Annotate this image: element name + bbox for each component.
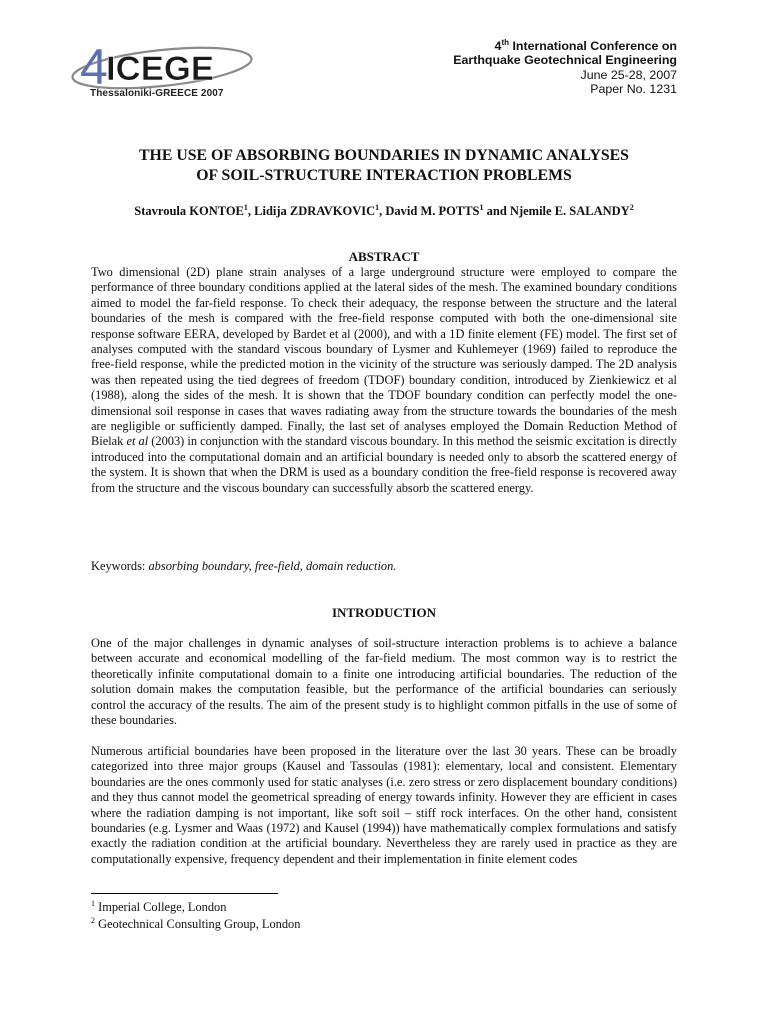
- affiliation-mark: 1: [243, 202, 248, 212]
- logo-city: Thessaloniki-GREECE 2007: [90, 88, 224, 99]
- author-list: Stavroula KONTOE$^1$, Lidija ZDRAVKOVIC$^1$, David M. POTTS$^1$ and Njemile E. SALANDY$^2$: [134, 202, 634, 218]
- logo-number: 4: [80, 39, 108, 94]
- footnote-mark: 2: [91, 915, 95, 925]
- footnote-1: $^1$ Imperial College, London: [91, 898, 227, 914]
- logo-wordmark: ICEGE: [106, 50, 214, 88]
- introduction-paragraph-1: One of the major challenges in dynamic analyses of soil-structure interaction problems is to achieve a balance between accurate and economical modelling of the far-field medium. The most common way is to restrict the theoretically infinite computational domain to a finite one introducing artificial boundaries. The reduction of the solution domain makes the computation feasible, but the performance of the artificial boundaries can seriously control the accuracy of the results. The aim of the present study is to highlight common pitfalls in the use of some of these boundaries.: [91, 636, 677, 728]
- footnote-mark: 1: [91, 898, 95, 908]
- title-line-1: THE USE OF ABSORBING BOUNDARIES IN DYNAMIC ANALYSES: [139, 147, 629, 164]
- introduction-paragraph-2: Numerous artificial boundaries have been proposed in the literature over the last 30 years. These can be broadly categorized into three major groups (Kausel and Tassoulas (1981): elementary, local and consistent. Elementary boundaries are the ones commonly used for static analyses (i.e. zero stress or zero displacement boundary conditions) and they thus cannot model the geometrical spreading of energy towards infinity. However they are efficient in cases where the radiation damping is not important, like soft soil – stiff rock interfaces. On the other hand, consistent boundaries (e.g. Lysmer and Waas (1972) and Kausel (1994)) have mathematically complex formulations and satisfy exactly the radiation condition at the artificial boundary. Nevertheless they are rarely used in practice as they are computationally expensive, frequency dependent and their implementation in finite element codes: [91, 744, 677, 866]
- affiliation-mark: 1: [479, 202, 484, 212]
- conference-info: [453, 39, 677, 97]
- title-line-2: OF SOIL-STRUCTURE INTERACTION PROBLEMS: [196, 167, 572, 184]
- paper-number: Paper No. 1231: [590, 82, 677, 97]
- conference-dates: June 25-28, 2007: [580, 67, 677, 82]
- affiliation-mark: 1: [375, 202, 380, 212]
- abstract-heading: ABSTRACT: [348, 249, 420, 264]
- conference-name: 4th International Conference on: [494, 37, 677, 53]
- affiliation-mark: 2: [629, 202, 634, 212]
- abstract-body: Two dimensional (2D) plane strain analyses of a large underground structure were employed to compare the performance of three boundary conditions applied at the lateral sides of the mesh. The examined boundary conditions aimed to model the far-field response. To check their adequacy, the response between the structure and the lateral boundaries of the mesh is compared with the free-field response computed with both the one-dimensional site response software EERA, developed by Bardet et al (2000), and with a 1D finite element (FE) model. The first set of analyses computed with the standard viscous boundary of Lysmer and Kuhlemeyer (1969) failed to reproduce the free-field response, while the predicted motion in the vicinity of the structure was seriously damped. The 2D analysis was then repeated using the tied degrees of freedom (TDOF) boundary condition, introduced by Zienkiewicz et al (1988), along the sides of the mesh. It is shown that the TDOF boundary condition can perfectly model the one-dimensional soil response in cases that waves radiating away from the structure towards the boundaries of the mesh are negligible or sufficiently damped. Finally, the last set of analyses employed the Domain Reduction Method of Bielak et al (2003) in conjunction with the standard viscous boundary. In this method the seismic excitation is directly introduced into the computational domain and an artificial boundary is needed only to absorb the scattered energy of the system. It is shown that when the DRM is used as a boundary condition the free-field response is recovered away from the structure and the viscous boundary can successfully absorb the scattered energy.: [91, 265, 677, 495]
- author-name: Njemile E. SALANDY: [509, 204, 630, 218]
- footnote-2: $^2$ Geotechnical Consulting Group, London: [91, 915, 301, 931]
- keywords-terms: absorbing boundary, free-field, domain reduction.: [148, 559, 397, 573]
- author-name: Lidija ZDRAVKOVIC: [254, 204, 376, 218]
- conference-subject: Earthquake Geotechnical Engineering: [453, 53, 677, 68]
- conference-logo: [66, 38, 256, 104]
- logo-graphic: [66, 38, 256, 94]
- keywords: [91, 559, 677, 574]
- paper-title: [60, 146, 708, 186]
- footnote-rule: [91, 893, 278, 894]
- keywords-label: Keywords:: [91, 559, 149, 573]
- introduction-heading: INTRODUCTION: [331, 605, 436, 620]
- author-name: David M. POTTS: [385, 204, 480, 218]
- author-name: Stavroula KONTOE: [134, 204, 244, 218]
